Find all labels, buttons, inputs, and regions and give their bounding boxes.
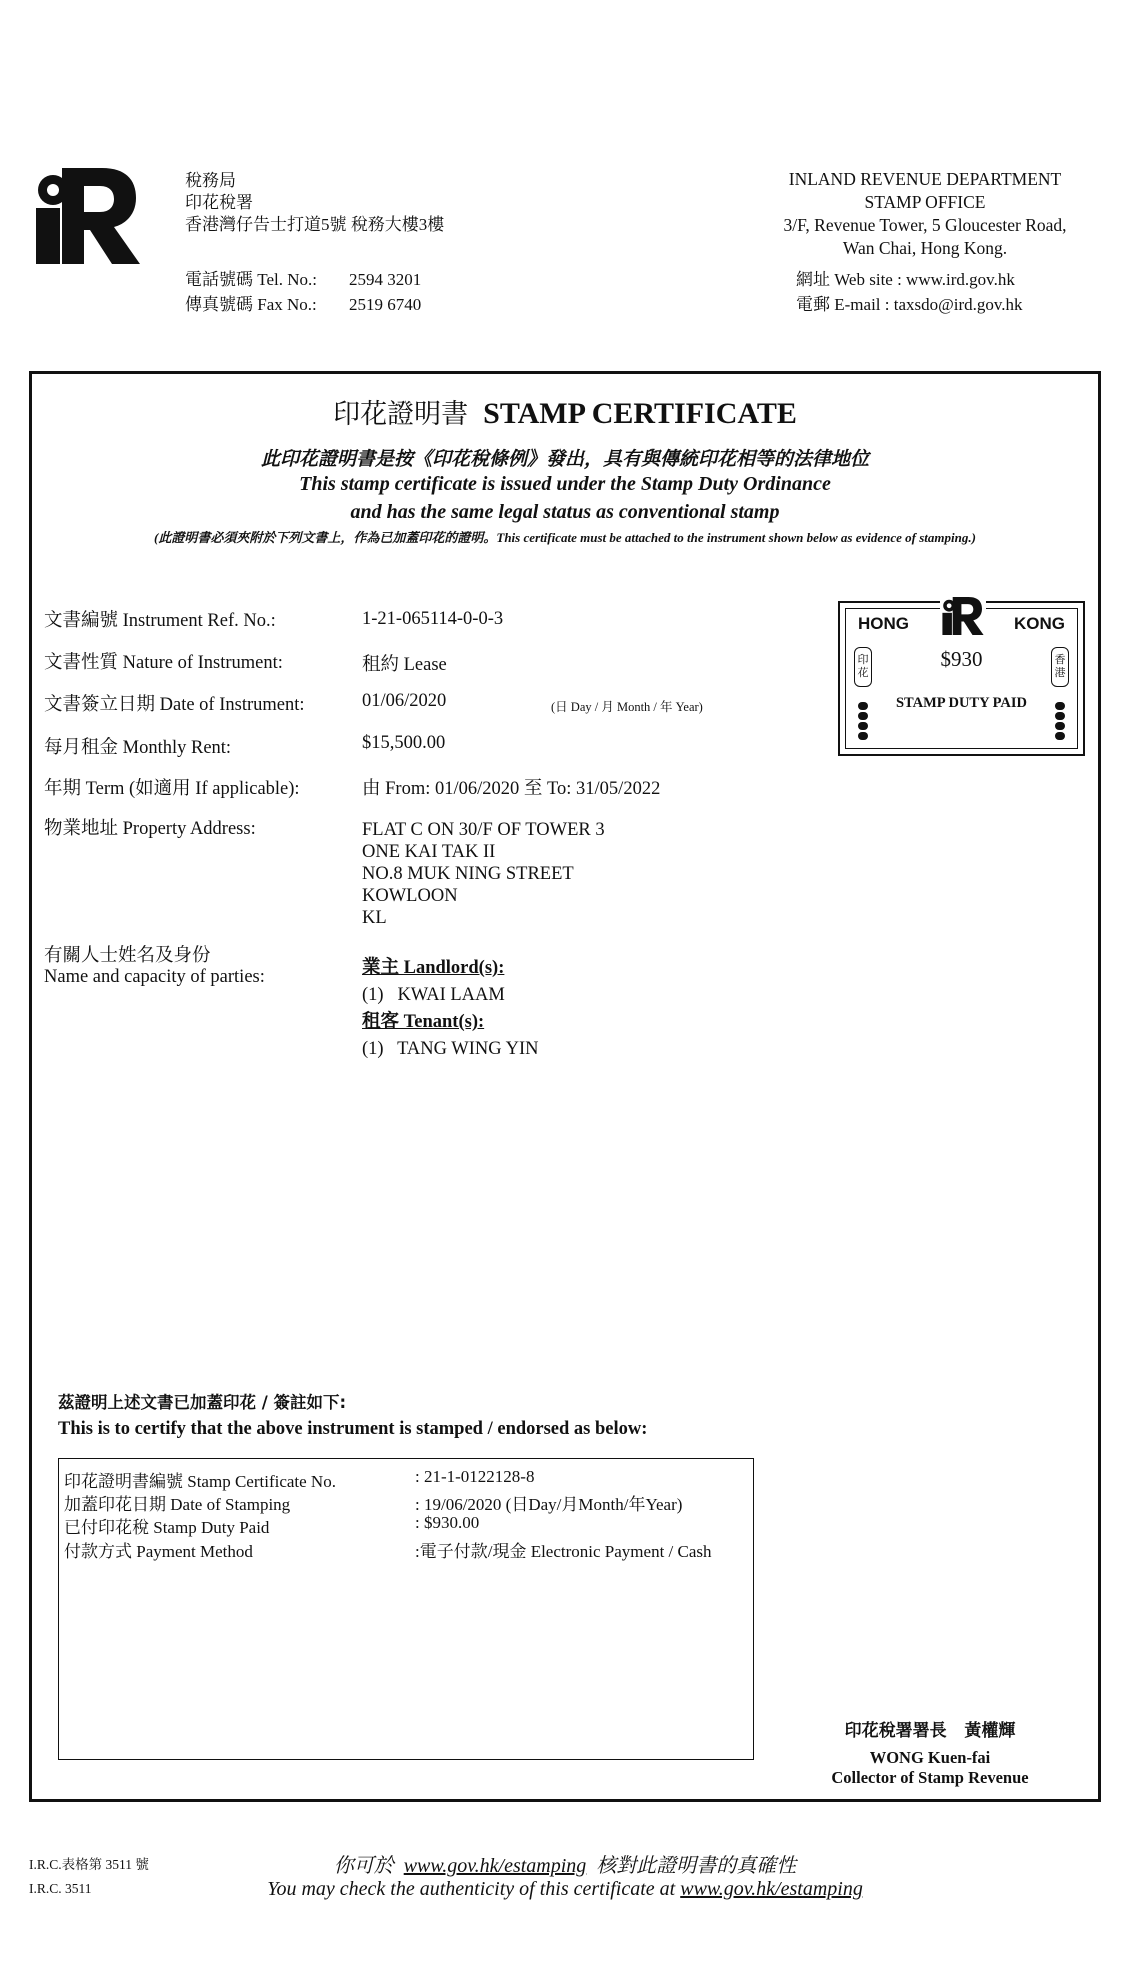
tenant-heading: 租客 Tenant(s): [362,1012,485,1032]
header-zh-line: 稅務局 [185,171,236,190]
website: 網址 Web site : www.ird.gov.hk [796,270,1015,289]
check-zh-prefix: 你可於 [333,1855,394,1877]
stamp-duty-paid-stamp [838,601,1085,756]
date-of-stamping-value: : 19/06/2020 (日Day/月Month/年Year) [415,1495,683,1514]
tel-label: 電話號碼 Tel. No.: [185,270,317,289]
tel-value: 2594 3201 [349,270,422,289]
fax-label: 傳真號碼 Fax No.: [185,295,317,314]
header-en-line: STAMP OFFICE [864,192,986,212]
ird-logo [36,168,140,264]
authenticity-note-zh [150,1849,980,1878]
address-line: KOWLOON [362,886,458,906]
nature-value: 租約 Lease [362,655,447,675]
parties-label-en: Name and capacity of parties: [44,967,265,987]
title-zh: 印花證明書 [333,399,469,430]
stamp-kong: KONG [1014,614,1065,633]
header-en-line: Wan Chai, Hong Kong. [842,238,1008,258]
payment-method-label: 付款方式 Payment Method [64,1542,253,1561]
header-zh-line: 印花稅署 [185,193,253,212]
instrument-date-label: 文書簽立日期 Date of Instrument: [44,695,305,715]
landlord-entry: (1) KWAI LAAM [362,985,505,1005]
address-line: KL [362,908,387,928]
collector-title-en: Collector of Stamp Revenue [831,1768,1029,1787]
address-line: NO.8 MUK NING STREET [362,864,574,884]
payment-method-value: :電子付款/現金 Electronic Payment / Cash [415,1542,712,1561]
instrument-ref-label: 文書編號 Instrument Ref. No.: [44,611,276,631]
stamp-seal-right: 香港 [1051,647,1069,687]
certify-heading-en: This is to certify that the above instrument is stamped / endorsed as below: [58,1419,648,1439]
authenticity-note-en [150,1878,980,1901]
stamp-coil-left-icon [856,701,870,743]
duty-paid-label: 已付印花稅 Stamp Duty Paid [64,1518,270,1537]
stamp-ird-logo [940,597,986,635]
title-en: STAMP CERTIFICATE [483,397,797,430]
form-number-en: I.R.C. 3511 [29,1881,92,1896]
monthly-rent-label: 每月租金 Monthly Rent: [44,738,232,758]
stamp-paid-text: STAMP DUTY PAID [895,695,1028,711]
header-en-line: INLAND REVENUE DEPARTMENT [788,169,1062,189]
monthly-rent-value: $15,500.00 [362,733,446,753]
subtitle-en-line2: and has the same legal status as conventional stamp [350,501,780,523]
estamping-link-en[interactable]: www.gov.hk/estamping [680,1878,863,1900]
instrument-date-value: 01/06/2020 [362,691,447,711]
address-line: ONE KAI TAK II [362,842,496,862]
check-en-prefix: You may check the authenticity of this certificate at [267,1878,676,1900]
stamp-coil-right-icon [1053,701,1067,743]
web-contacts [796,267,1023,317]
stamp-certificate-no-label: 印花證明書編號 Stamp Certificate No. [64,1472,336,1491]
parties-label-zh: 有關人士姓名及身份 [44,946,211,966]
check-zh-suffix: 核對此證明書的真確性 [596,1855,797,1877]
email: 電郵 E-mail : taxsdo@ird.gov.hk [796,295,1023,314]
fax-value: 2519 6740 [349,295,422,314]
certify-heading-zh: 茲證明上述文書已加蓋印花 / 簽註如下: [58,1393,347,1412]
landlord-heading: 業主 Landlord(s): [362,958,505,978]
department-english-address [740,168,1110,260]
attachment-note: (此證明書必須夾附於下列文書上，作為已加蓋印花的證明。This certificate must be attached to the instrument shown below as evidence of stamping.) [154,530,976,545]
instrument-ref-value: 1-21-065114-0-0-3 [362,609,504,629]
date-format-hint: (日 Day / 月 Month / 年 Year) [551,700,703,714]
contact-numbers [185,267,421,317]
parties-list [362,955,538,1063]
duty-paid-value: : $930.00 [415,1513,480,1532]
collector-title-zh: 印花稅署署長 黃權輝 [844,1721,1016,1741]
certificate-title [29,392,1101,431]
subtitle-zh: 此印花證明書是按《印花稅條例》發出，具有與傳統印花相等的法律地位 [260,448,869,470]
term-label: 年期 Term (如適用 If applicable): [44,779,300,799]
date-of-stamping-label: 加蓋印花日期 Date of Stamping [64,1495,291,1514]
address-label: 物業地址 Property Address: [44,819,256,839]
stamp-certificate-no-value: : 21-1-0122128-8 [415,1467,535,1486]
stamp-hong: HONG [858,614,909,633]
tenant-entry: (1) TANG WING YIN [362,1039,539,1059]
certify-heading [58,1390,647,1442]
parties-label [44,946,265,988]
nature-label: 文書性質 Nature of Instrument: [44,653,283,673]
term-value: 由 From: 01/06/2020 至 To: 31/05/2022 [362,779,661,799]
form-number-zh: I.R.C.表格第 3511 號 [29,1857,149,1872]
subtitle-en-line1: This stamp certificate is issued under the Stamp Duty Ordinance [299,473,831,495]
collector-name: WONG Kuen-fai [869,1748,991,1767]
header-zh-line: 香港灣仔告士打道5號 稅務大樓3樓 [185,215,445,234]
estamping-link[interactable]: www.gov.hk/estamping [403,1855,587,1877]
department-chinese-address [185,170,444,236]
header-en-line: 3/F, Revenue Tower, 5 Gloucester Road, [783,215,1067,235]
stamp-seal-left: 印花 [854,647,872,687]
address-line: FLAT C ON 30/F OF TOWER 3 [362,820,605,840]
property-address [362,819,605,929]
stamp-amount: $930 [940,647,983,671]
